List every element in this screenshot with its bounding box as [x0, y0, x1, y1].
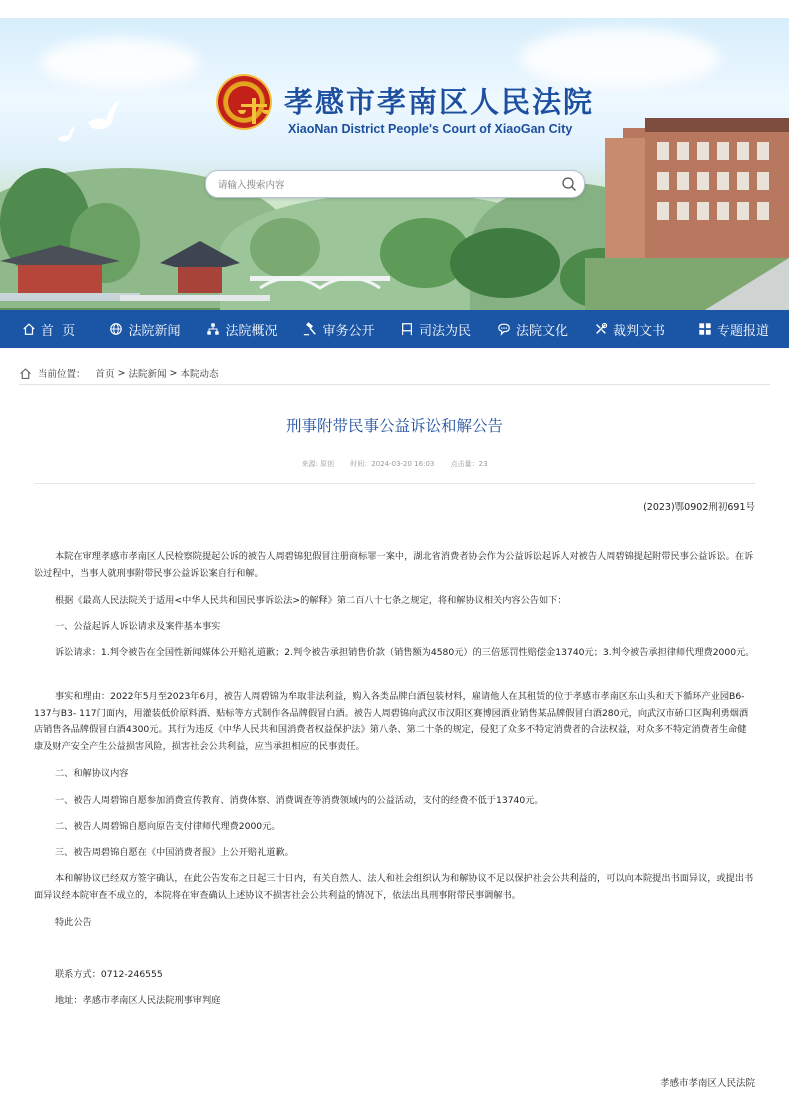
breadcrumb-prefix: 当前位置： [38, 369, 86, 380]
court-name-cn: 孝感市孝南区人民法院 [284, 85, 595, 119]
chat-icon [497, 322, 511, 336]
nav-label: 法院概况 [225, 323, 278, 339]
nav-item-court-culture[interactable] [484, 310, 581, 348]
header-banner [0, 18, 789, 310]
search-input[interactable] [216, 175, 550, 195]
case-number: (2023)鄂0902刑初691号 [643, 502, 755, 513]
breadcrumb-current[interactable]: 本院动态 [180, 369, 219, 380]
nav-label: 审务公开 [322, 323, 375, 339]
article-paragraph: 二、被告人周碧锦自愿向原告支付律师代理费2000元。 [55, 821, 281, 832]
search-box [205, 170, 585, 198]
breadcrumb [19, 362, 770, 385]
flag-icon [400, 322, 414, 336]
nav-item-home[interactable] [0, 310, 97, 348]
nav-item-special-reports[interactable] [678, 310, 789, 348]
contact-phone: 联系方式：0712-246555 [55, 969, 163, 980]
nav-item-judgments[interactable] [581, 310, 678, 348]
article-paragraph: 事实和理由：2022年5月至2023年6月，被告人周碧锦为牟取非法利益，购入各类品牌白酒包装材料，雇请他人在其租赁的位于孝感市孝南区东山头和天下循环产业园B6-137与B3- 117门面内，用灌装低价原料酒、贴标等方式制作各品牌假冒白酒。被告人周碧锦向武汉市汉阳区赛博园酒业销售某品牌假冒白酒280元，向武汉市硚口区陶利勇烟酒店销售各品牌假冒白酒4300元。其行为违反《中华人民共和国消费者权益保护法》第八条、第二十条的规定，侵犯了众多不特定消费者的合法权益，对众多不特定消费者生命健康及财产安全产生公益损害风险，损害社会公共利益，应当承担相应的民事责任。 [34, 691, 749, 752]
nav-label: 裁判文书 [612, 323, 665, 339]
article-paragraph: 诉讼请求：1.判令被告在全国性新闻媒体公开赔礼道歉；2.判令被告承担销售价款（销售额为4580元）的三倍惩罚性赔偿金13740元；3.判令被告承担律师代理费2000元。 [55, 647, 755, 658]
article-clicks: 点击量：23 [450, 460, 488, 468]
nav-label: 法院新闻 [128, 323, 181, 339]
nav-item-news[interactable] [97, 310, 193, 348]
nav-item-overview[interactable] [193, 310, 291, 348]
main-nav [0, 310, 789, 348]
article-paragraph: 本院在审理孝感市孝南区人民检察院提起公诉的被告人周碧锦犯假冒注册商标罪一案中，湖北省消费者协会作为公益诉讼起诉人对被告人周碧锦提起附带民事公益诉讼。在诉讼过程中，当事人就刑事附带民事公益诉讼案自行和解。 [34, 551, 754, 579]
article-title: 刑事附带民事公益诉讼和解公告 [285, 417, 503, 435]
globe-icon [109, 322, 123, 336]
tools-icon [594, 322, 608, 336]
dove-icon [84, 100, 124, 136]
gavel-icon [303, 322, 317, 336]
article-time: 时间：2024-03-20 16:03 [350, 460, 435, 468]
pavilion-illustration [0, 223, 270, 310]
article-paragraph: 一、被告人周碧锦自愿参加消费宣传教育、消费体察、消费调查等消费领域内的公益活动，支付的经费不低于13740元。 [55, 795, 544, 806]
court-name-en: XiaoNan District People's Court of XiaoGan City [288, 122, 573, 136]
bridge-illustration [250, 258, 390, 298]
article-paragraph: 二、和解协议内容 [55, 768, 129, 779]
nav-label: 首 页 [40, 323, 76, 339]
breadcrumb-separator: > [117, 367, 126, 379]
court-emblem-icon [218, 76, 270, 128]
nav-item-trial-disclosure[interactable] [291, 310, 387, 348]
article-paragraph: 本和解协议已经双方签字确认，在此公告发布之日起三十日内，有关自然人、法人和社会组织认为和解协议不足以保护社会公共利益的，可以向本院提出书面异议，或提出书面异议经本院审查不成立的，本院将在审查确认上述协议不损害社会公共利益的情况下，依法出具刑事附带民事调解书。 [34, 873, 754, 901]
breadcrumb-news[interactable]: 法院新闻 [128, 369, 167, 380]
article-paragraph: 特此公告 [55, 917, 92, 928]
contact-address: 地址：孝感市孝南区人民法院刑事审判庭 [55, 995, 221, 1006]
breadcrumb-separator: > [169, 367, 178, 379]
nav-item-justice-for-people[interactable] [387, 310, 484, 348]
article-meta [0, 459, 789, 469]
article-signature: 孝感市孝南区人民法院 [659, 1078, 755, 1089]
divider [34, 483, 755, 484]
nav-label: 司法为民 [418, 323, 471, 339]
sitemap-icon [206, 322, 220, 336]
search-icon[interactable] [561, 176, 577, 192]
home-icon [22, 322, 36, 336]
breadcrumb-home[interactable]: 首页 [95, 369, 115, 380]
article-paragraph: 根据《最高人民法院关于适用<中华人民共和国民事诉讼法>的解释》第二百八十七条之规定，将和解协议相关内容公告如下： [55, 595, 567, 606]
dove-icon [56, 126, 78, 144]
article-paragraph: 一、公益起诉人诉讼请求及案件基本事实 [55, 621, 221, 632]
nav-label: 法院文化 [515, 323, 568, 339]
article-paragraph: 三、被告周碧锦自愿在《中国消费者报》上公开赔礼道歉。 [55, 847, 294, 858]
courthouse-illustration [585, 98, 789, 310]
home-icon [19, 367, 32, 380]
nav-label: 专题报道 [716, 323, 769, 339]
grid-icon [698, 322, 712, 336]
article-source: 来源: 原创 [301, 460, 335, 468]
